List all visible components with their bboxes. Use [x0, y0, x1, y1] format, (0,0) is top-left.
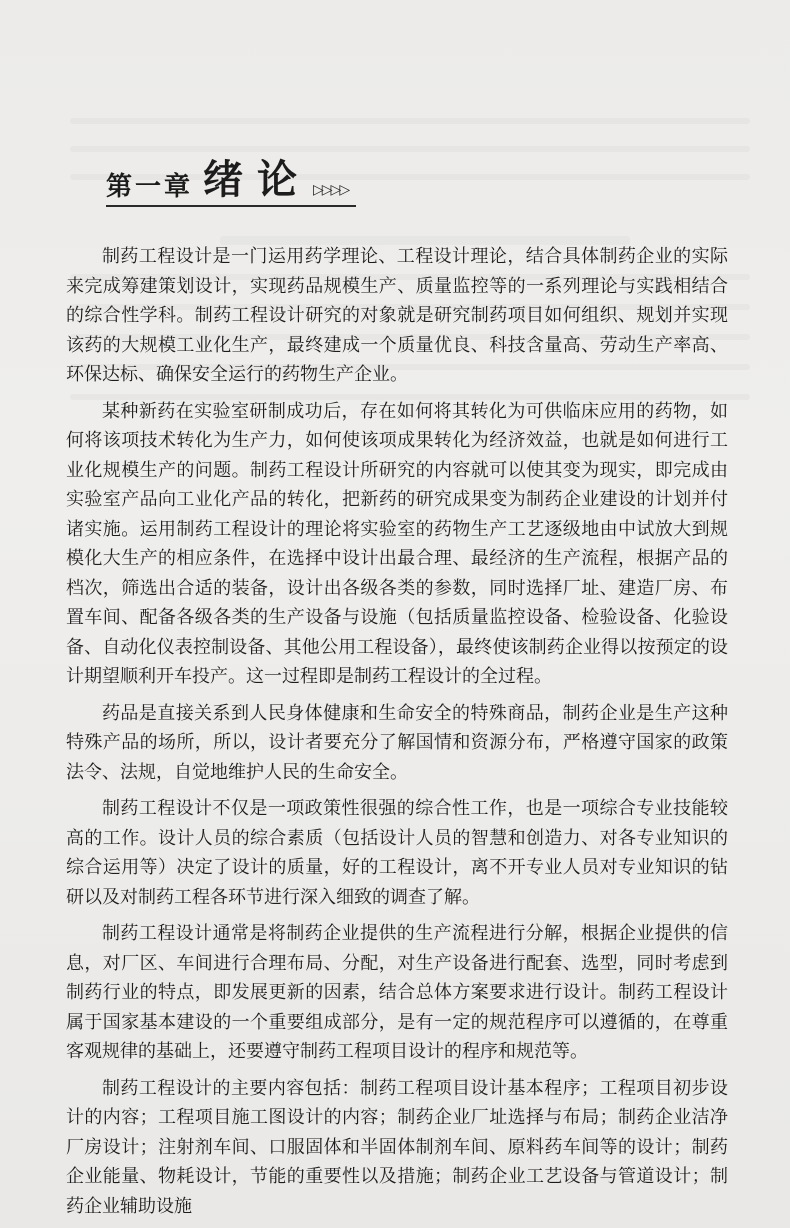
body-text [66, 242, 728, 1228]
chapter-heading [106, 156, 349, 203]
paragraph: 某种新药在实验室研制成功后，存在如何将其转化为可供临床应用的药物，如何将该项技术转化为生产力，如何使该项成果转化为经济效益，也就是如何进行工业化规模生产的问题。制药工程设计所研究的内容就可以使其变为现实，即完成由实验室产品向工业化产品的转化，把新药的研究成果变为制药企业建设的计划并付诸实施。运用制药工程设计的理论将实验室的药物生产工艺逐级地由中试放大到规模化大生产的相应条件，在选择中设计出最合理、最经济的生产流程，根据产品的档次，筛选出合适的装备，设计出各级各类的参数，同时选择厂址、建造厂房、布置车间、配备各级各类的生产设备与设施（包括质量监控设备、检验设备、化验设备、自动化仪表控制设备、其他公用工程设备），最终使该制药企业得以按预定的设计期望顺利开车投产。这一过程即是制药工程设计的全过程。 [66, 400, 728, 687]
paragraph: 制药工程设计是一门运用药学理论、工程设计理论，结合具体制药企业的实际来完成筹建策划设计，实现药品规模生产、质量监控等的一系列理论与实践相结合的综合性学科。制药工程设计研究的对象就是研究制药项目如何组织、规划并实现该药的大规模工业化生产，最终建成一个质量优良、科技含量高、劳动生产率高、环保达标、确保安全运行的药物生产企业。 [66, 246, 728, 385]
arrow-decoration-icon: ▷▷▷▷ [313, 182, 349, 198]
paragraph: 制药工程设计的主要内容包括：制药工程项目设计基本程序；工程项目初步设计的内容；工程项目施工图设计的内容；制药企业厂址选择与布局；制药企业洁净厂房设计；注射剂车间、口服固体和半固体制剂车间、原料药车间等的设计；制药企业能量、物耗设计，节能的重要性以及措施；制药企业工艺设备与管道设计；制药企业辅助设施 [66, 1077, 728, 1217]
paragraph: 药品是直接关系到人民身体健康和生命安全的特殊商品，制药企业是生产这种特殊产品的场所，所以，设计者要充分了解国情和资源分布，严格遵守国家的政策法令、法规，自觉地维护人民的生命安全。 [66, 702, 728, 783]
paragraph: 制药工程设计通常是将制药企业提供的生产流程进行分解，根据企业提供的信息，对厂区、车间进行合理布局、分配，对生产设备进行配套、选型，同时考虑到制药行业的特点，即发展更新的因素，结合总体方案要求进行设计。制药工程设计属于国家基本建设的一个重要组成部分，是有一定的规范程序可以遵循的，在尊重客观规律的基础上，还要遵守制药工程项目设计的程序和规范等。 [66, 923, 728, 1062]
paragraph: 制药工程设计不仅是一项政策性很强的综合性工作，也是一项综合专业技能较高的工作。设计人员的综合素质（包括设计人员的智慧和创造力、对各专业知识的综合运用等）决定了设计的质量，好的工程设计，离不开专业人员对专业知识的钻研以及对制药工程各环节进行深入细致的调查了解。 [66, 798, 728, 908]
chapter-title: 绪论 [203, 156, 312, 203]
chapter-underline [106, 205, 356, 207]
chapter-number: 第一章 [106, 172, 194, 202]
